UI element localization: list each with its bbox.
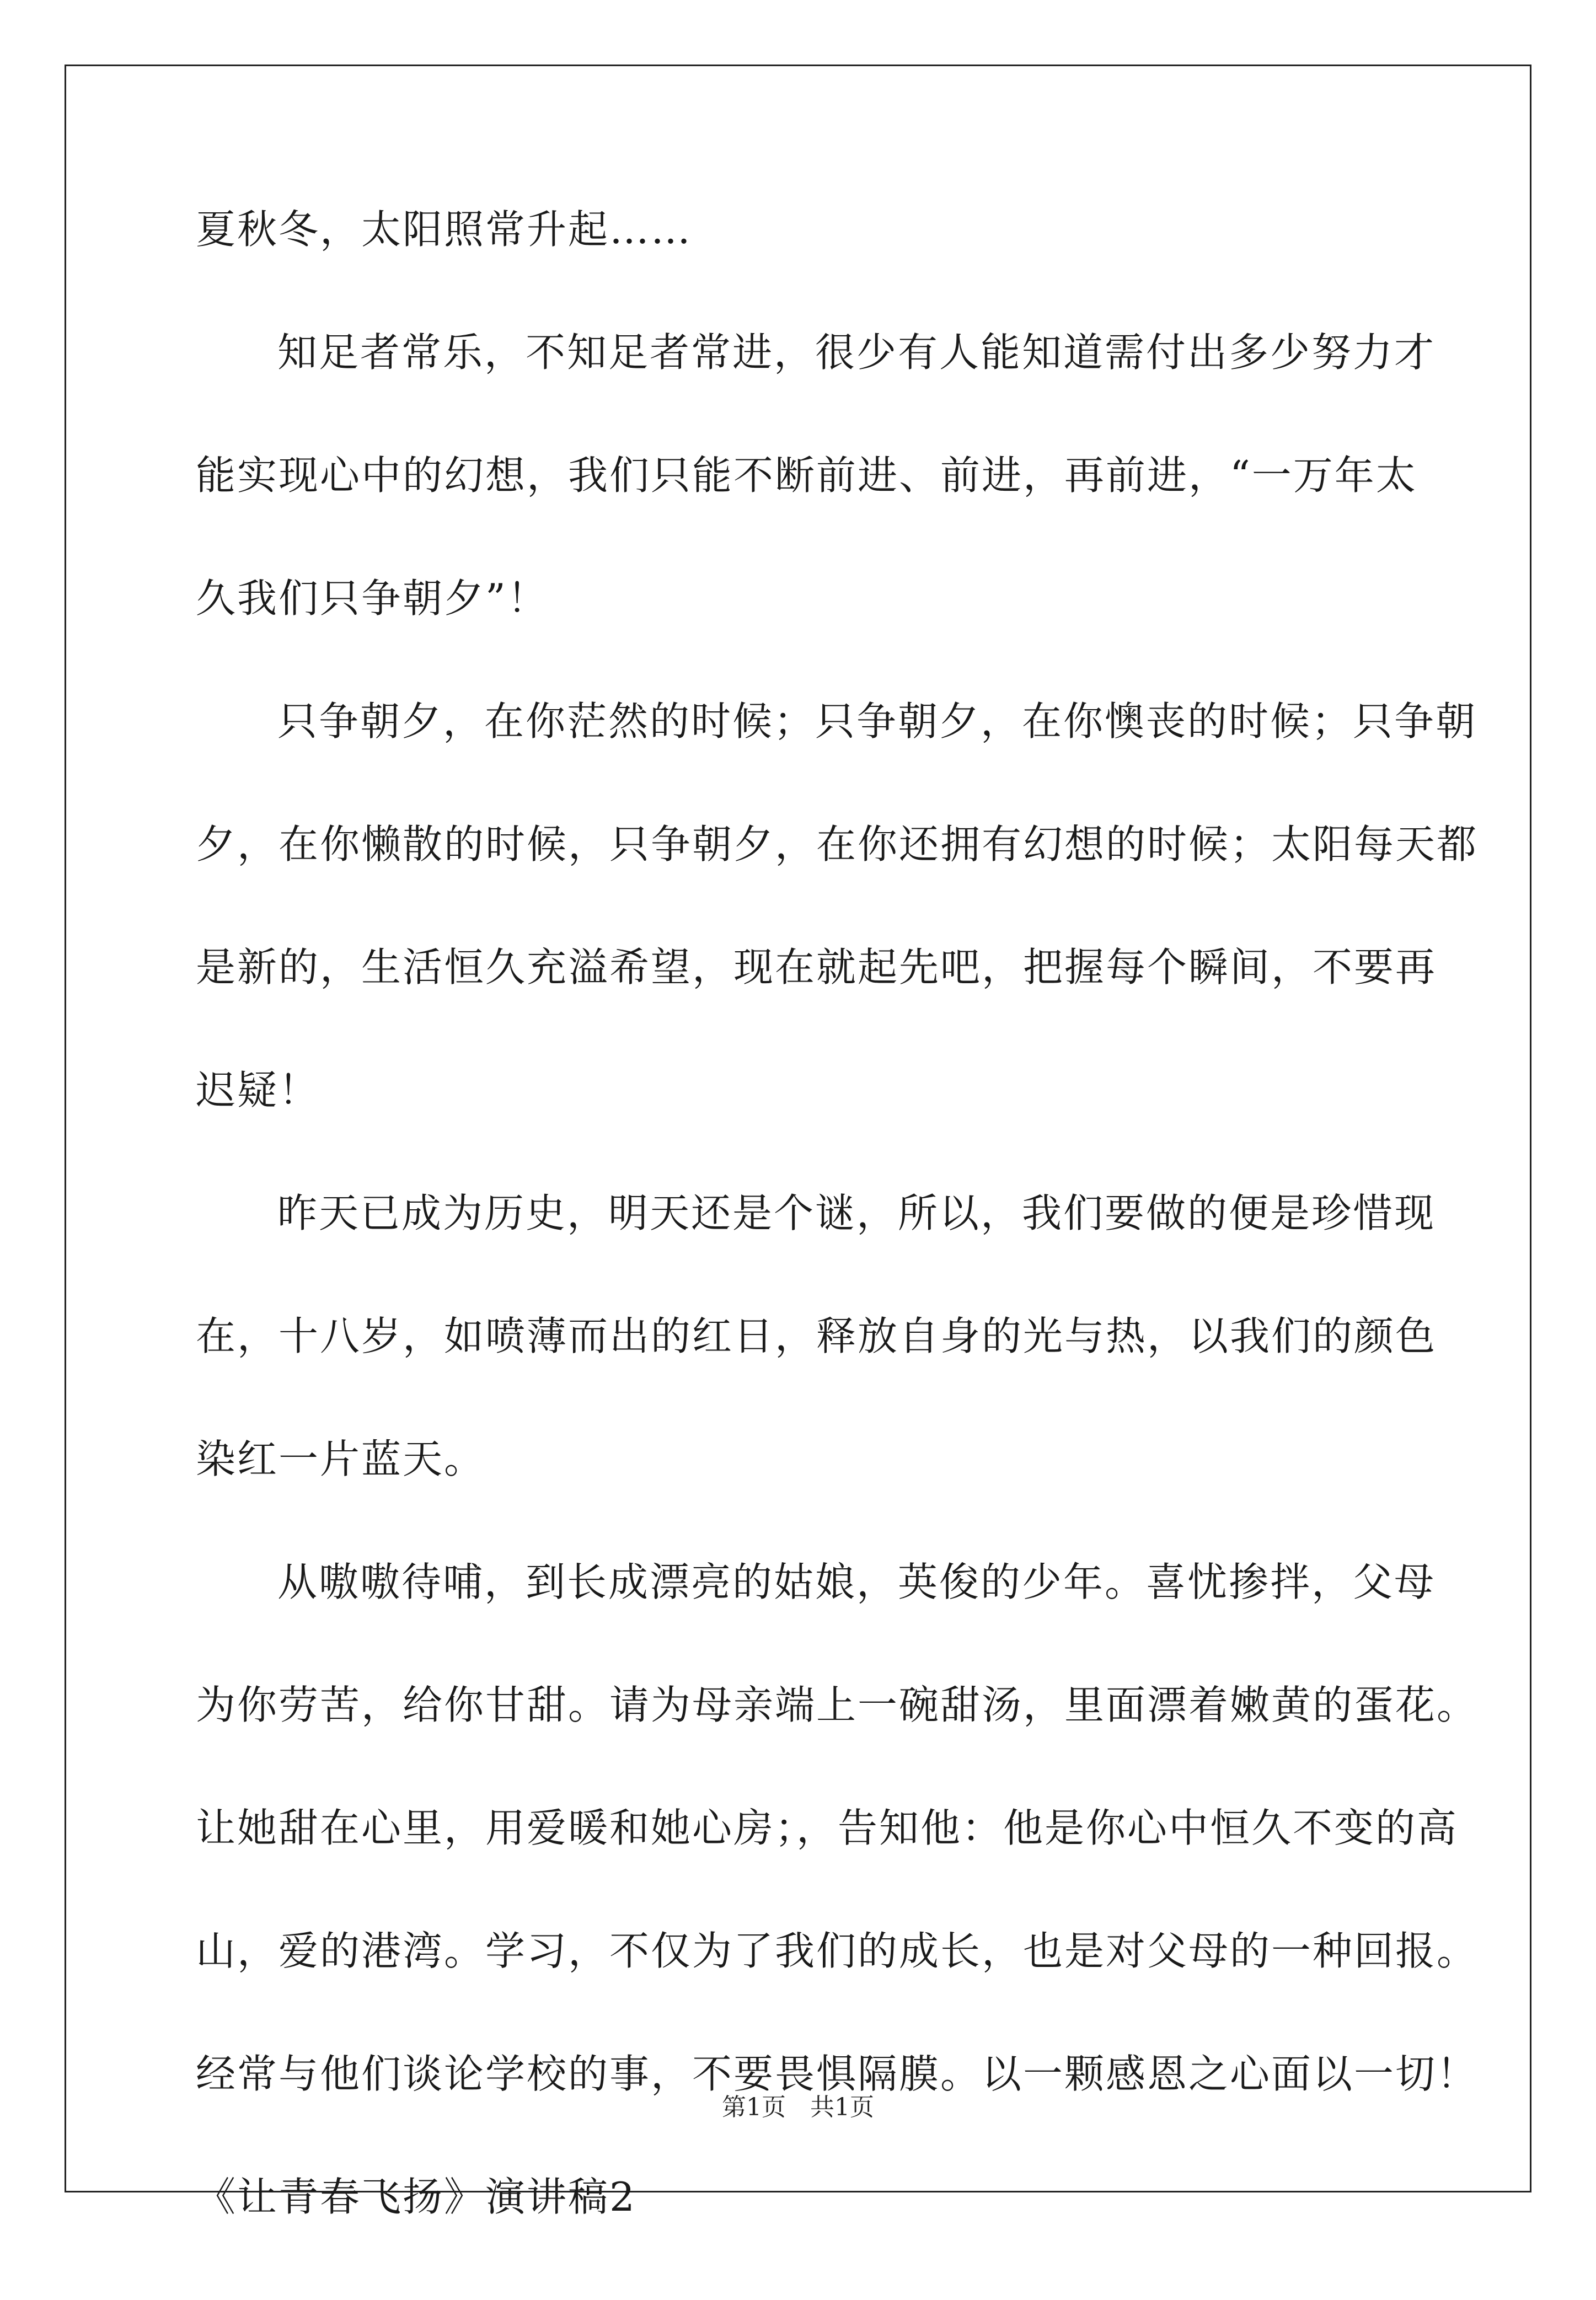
- text-line: 久我们只争朝夕”！: [196, 575, 549, 621]
- page-number-label: 第1页: [722, 2093, 786, 2121]
- text-line: 夕，在你懒散的时候，只争朝夕，在你还拥有幻想的时候；太阳每天都: [196, 821, 1479, 867]
- text-line: 迟疑！: [196, 1067, 320, 1113]
- total-pages-label: 共1页: [810, 2093, 874, 2121]
- text-line: 能实现心中的幻想，我们只能不断前进、前进，再前进，“一万年太: [196, 452, 1417, 498]
- paragraph-start-line: 从嗷嗷待哺，到长成漂亮的姑娘，英俊的少年。喜忧掺拌，父母: [277, 1559, 1436, 1605]
- text-line: 为你劳苦，给你甘甜。请为母亲端上一碗甜汤，里面漂着嫩黄的蛋花。: [196, 1682, 1479, 1728]
- text-line: 山，爱的港湾。学习，不仅为了我们的成长，也是对父母的一种回报。: [196, 1928, 1479, 1974]
- text-line: 经常与他们谈论学校的事，不要畏惧隔膜。以一颗感恩之心面以一切！: [196, 2051, 1479, 2097]
- text-line: 是新的，生活恒久充溢希望，现在就起先吧，把握每个瞬间，不要再: [196, 944, 1437, 990]
- section-heading: 《让青春飞扬》演讲稿2: [196, 2174, 636, 2220]
- paragraph-start-line: 知足者常乐，不知足者常进，很少有人能知道需付出多少努力才: [277, 329, 1436, 376]
- paragraph-start-line: 昨天已成为历史，明天还是个谜，所以，我们要做的便是珍惜现: [277, 1190, 1436, 1236]
- text-line: 染红一片蓝天。: [196, 1436, 486, 1482]
- text-line: 让她甜在心里，用爱暖和她心房；，告知他：他是你心中恒久不变的高: [196, 1805, 1459, 1851]
- paragraph-start-line: 只争朝夕，在你茫然的时候；只争朝夕，在你懊丧的时候；只争朝: [277, 698, 1477, 744]
- page-footer: [0, 2095, 1596, 2120]
- document-body: [196, 206, 1479, 2300]
- text-line: 夏秋冬，太阳照常升起……: [196, 206, 693, 253]
- text-line: 在，十八岁，如喷薄而出的红日，释放自身的光与热，以我们的颜色: [196, 1313, 1437, 1359]
